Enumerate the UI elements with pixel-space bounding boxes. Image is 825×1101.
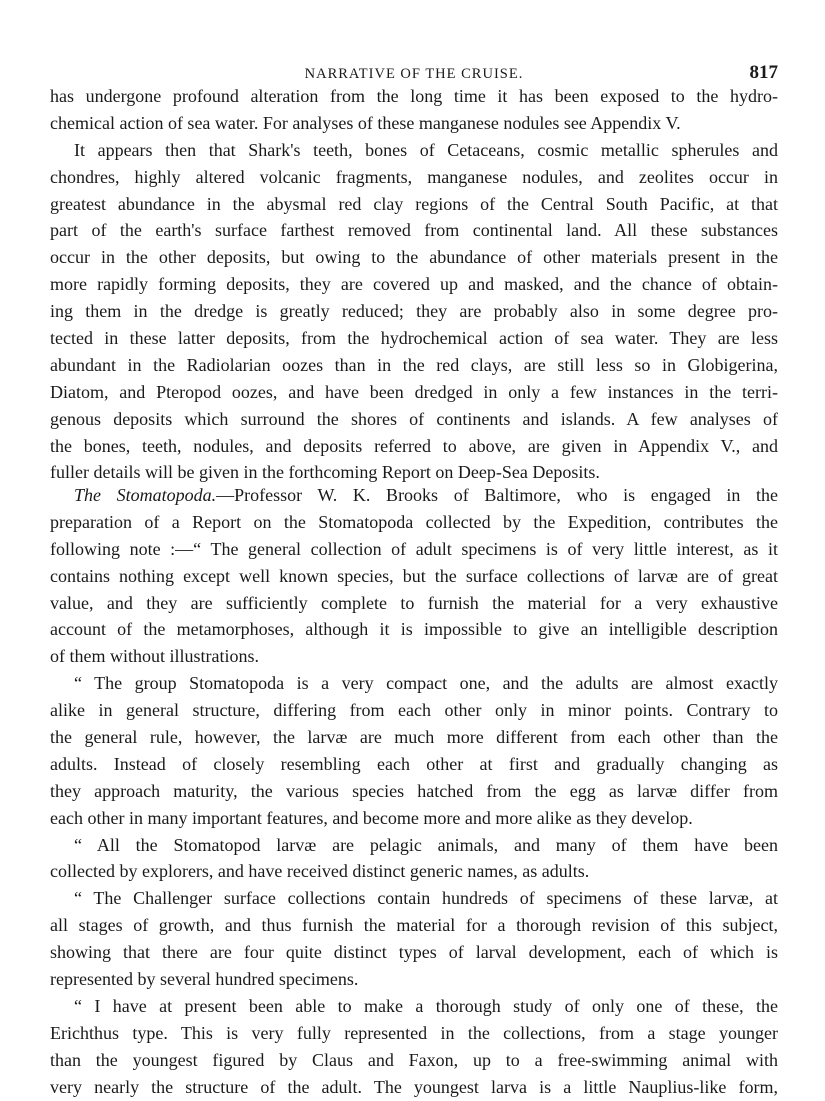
paragraph: [50, 482, 778, 670]
text-line: alike in general structure, differing from each other only in minor points. Contrary to: [50, 700, 778, 721]
text-line: preparation of a Report on the Stomatopoda collected by the Expedition, contributes the: [50, 511, 778, 532]
text-line: It appears then that Shark's teeth, bones of Cetaceans, cosmic metallic spherules and: [74, 139, 778, 160]
text-line: contains nothing except well known species, but the surface collections of larvæ are of great: [50, 565, 778, 586]
text-line: all stages of growth, and thus furnish the material for a thorough revision of this subject,: [50, 915, 778, 936]
paragraph: [50, 993, 778, 1101]
paragraph: [50, 137, 778, 487]
text-section-stomatopoda: [50, 482, 778, 1100]
text-line: of them without illustrations.: [50, 646, 259, 667]
text-line: “ I have at present been able to make a thorough study of only one of these, the: [74, 995, 778, 1016]
text-line: chemical action of sea water. For analyses of these manganese nodules see Appendix V.: [50, 112, 681, 133]
text-line: fuller details will be given in the forthcoming Report on Deep-Sea Deposits.: [50, 462, 600, 483]
text-line: occur in the other deposits, but owing to the abundance of other materials present in the: [50, 247, 778, 268]
text-line: abundant in the Radiolarian oozes than in the red clays, are still less so in Globigerina,: [50, 354, 778, 375]
text-line: more rapidly forming deposits, they are covered up and masked, and the chance of obtain-: [50, 274, 778, 295]
text-line: The Stomatopoda.—Professor W. K. Brooks of Baltimore, who is engaged in the: [74, 485, 778, 505]
text-line: account of the metamorphoses, although it is impossible to give an intelligible description: [50, 619, 778, 640]
text-line: they approach maturity, the various species hatched from the egg as larvæ differ from: [50, 780, 778, 801]
text-line: showing that there are four quite distinct types of larval development, each of which is: [50, 942, 778, 963]
paragraph: [50, 83, 778, 137]
text-line: value, and they are sufficiently complete to furnish the material for a very exhaustive: [50, 592, 778, 613]
paragraph: [50, 885, 778, 993]
text-line: the general rule, however, the larvæ are much more different from each other than the: [50, 727, 778, 748]
text-line: very nearly the structure of the adult. The youngest larva is a little Nauplius-like form,: [50, 1076, 778, 1097]
text-line: tected in these latter deposits, from the hydrochemical action of sea water. They are less: [50, 328, 778, 349]
text-line: part of the earth's surface farthest removed from continental land. All these substances: [50, 220, 778, 241]
text-line: Erichthus type. This is very fully represented in the collections, from a stage younger: [50, 1022, 778, 1043]
paragraph: [50, 670, 778, 831]
paragraph: [50, 832, 778, 886]
text-line: represented by several hundred specimens.: [50, 969, 359, 990]
text-line: ing them in the dredge is greatly reduced; they are probably also in some degree pro-: [50, 301, 778, 322]
text-line: adults. Instead of closely resembling each other at first and gradually changing as: [50, 753, 778, 774]
text-line: genous deposits which surround the shores of continents and islands. A few analyses of: [50, 408, 778, 429]
text-line: the bones, teeth, nodules, and deposits referred to above, are given in Appendix V., and: [50, 435, 778, 456]
running-title: NARRATIVE OF THE CRUISE.: [304, 66, 524, 82]
text-line: “ The Challenger surface collections contain hundreds of specimens of these larvæ, at: [74, 888, 778, 909]
text-line: “ The group Stomatopoda is a very compact one, and the adults are almost exactly: [74, 673, 778, 694]
text-line: than the youngest figured by Claus and Faxon, up to a free-swimming animal with: [50, 1049, 778, 1070]
text-line: following note :—“ The general collection of adult specimens is of very little interest, as it: [50, 538, 778, 559]
text-line: collected by explorers, and have received distinct generic names, as adults.: [50, 861, 590, 882]
text-line: greatest abundance in the abysmal red clay regions of the Central South Pacific, at that: [50, 193, 778, 214]
page-number: 817: [749, 62, 778, 83]
text-line: chondres, highly altered volcanic fragments, manganese nodules, and zeolites occur in: [50, 166, 778, 187]
text-line: each other in many important features, and become more and more alike as they develop.: [50, 807, 693, 828]
text-line: Diatom, and Pteropod oozes, and have been dredged in only a few instances in the terri-: [50, 381, 778, 402]
text-line: has undergone profound alteration from the long time it has been exposed to the hydro-: [50, 86, 778, 106]
text-line: “ All the Stomatopod larvæ are pelagic animals, and many of them have been: [74, 834, 778, 855]
section-heading-italic: The Stomatopoda.: [74, 485, 217, 505]
text-section-deposits: [50, 83, 778, 486]
